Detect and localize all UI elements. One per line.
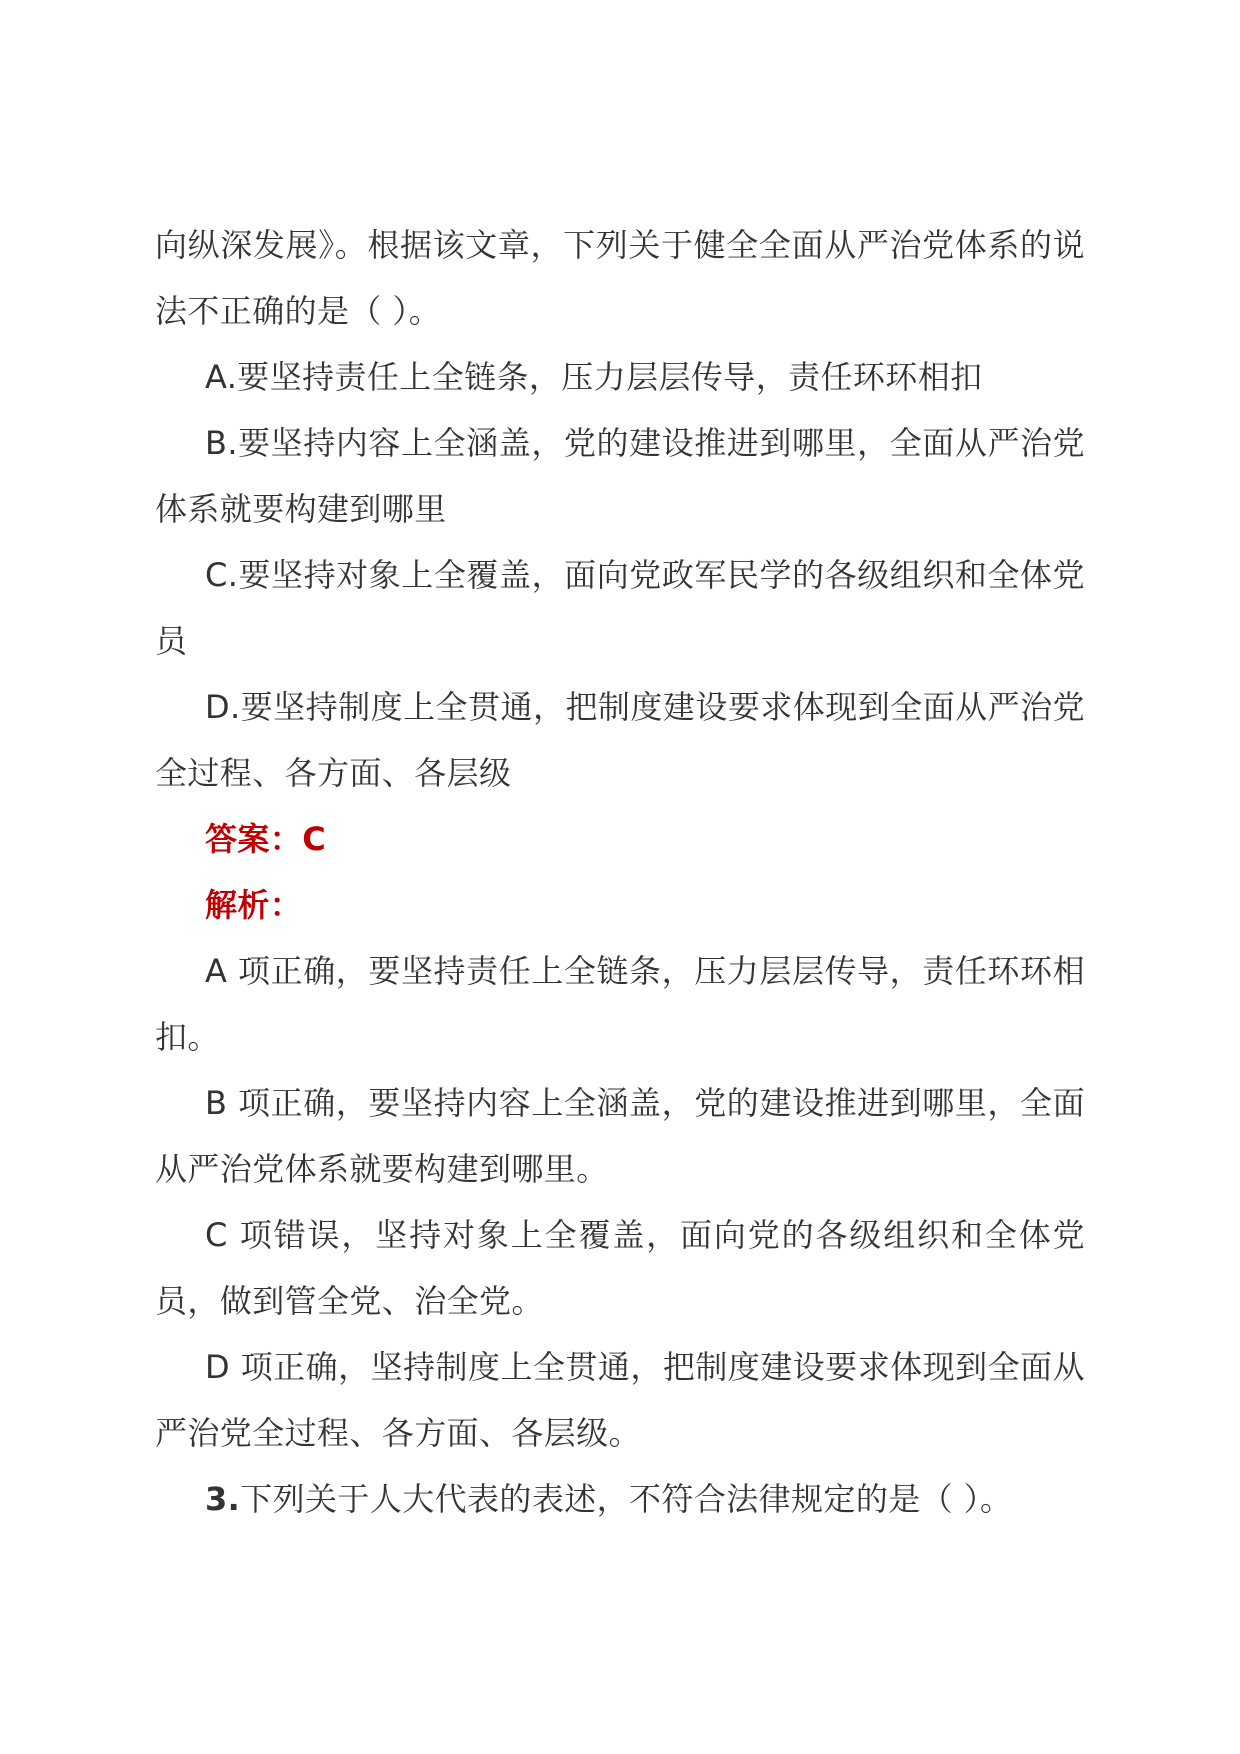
option-c: C.要坚持对象上全覆盖，面向党政军民学的各级组织和全体党员 xyxy=(155,556,1085,660)
answer: 答案：C xyxy=(205,820,327,858)
analysis-b: B 项正确，要坚持内容上全涵盖，党的建设推进到哪里，全面从严治党体系就要构建到哪里。 xyxy=(155,1084,1085,1188)
question-number: 3. xyxy=(205,1480,241,1518)
analysis-a: A 项正确，要坚持责任上全链条，压力层层传导，责任环环相扣。 xyxy=(155,952,1085,1056)
next-question xyxy=(155,1466,1085,1532)
analysis-label: 解析： xyxy=(205,886,303,924)
option-d: D.要坚持制度上全贯通，把制度建设要求体现到全面从严治党全过程、各方面、各层级 xyxy=(155,688,1085,792)
option-a: A.要坚持责任上全链条，压力层层传导，责任环环相扣 xyxy=(205,358,983,396)
document-page xyxy=(155,212,1085,1532)
question-stem: 下列关于人大代表的表述，不符合法律规定的是（ ）。 xyxy=(240,1480,1013,1518)
analysis-c: C 项错误，坚持对象上全覆盖，面向党的各级组织和全体党员，做到管全党、治全党。 xyxy=(155,1216,1085,1320)
analysis-d: D 项正确，坚持制度上全贯通，把制度建设要求体现到全面从严治党全过程、各方面、各层级。 xyxy=(155,1348,1085,1452)
question-text: 向纵深发展》。根据该文章，下列关于健全全面从严治党体系的说法不正确的是（ ）。 xyxy=(155,226,1085,330)
option-b: B.要坚持内容上全涵盖，党的建设推进到哪里，全面从严治党体系就要构建到哪里 xyxy=(155,424,1085,528)
